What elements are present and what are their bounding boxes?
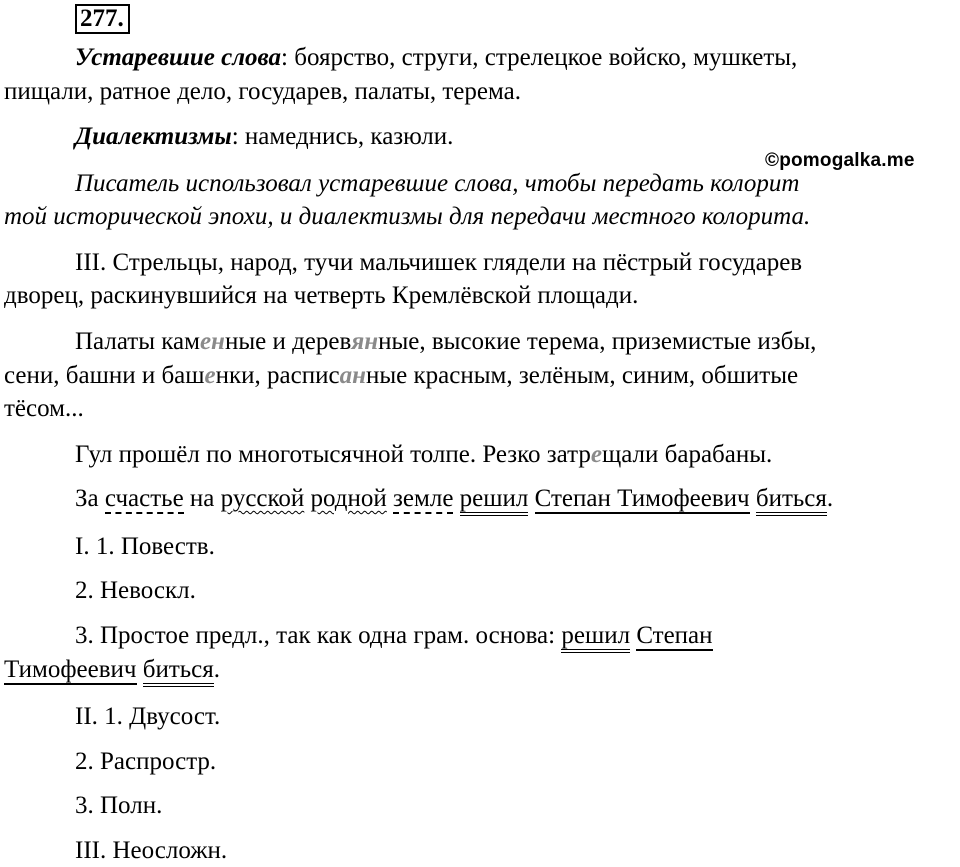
highlighted-letters: ан: [339, 362, 366, 389]
word-predicate: биться: [143, 656, 214, 687]
highlighted-letters: е: [204, 362, 216, 389]
text-fragment: ные красным, зелёным, синим, обшитые: [365, 362, 799, 389]
analysis-item-cont: [4, 654, 956, 686]
paragraph-dialectisms: [4, 121, 956, 153]
period: .: [213, 656, 221, 683]
explanation-line2: той исторической эпохи, и диалектизмы для передачи местного колорита.: [4, 203, 811, 230]
word-attribute: родной: [310, 485, 387, 512]
word: на: [189, 485, 215, 512]
term-dialectisms: Диалектизмы: [75, 123, 232, 150]
highlighted-letters: ян: [351, 328, 379, 355]
watermark: ©pomogalka.me: [765, 150, 915, 171]
text-fragment: Палаты кам: [75, 328, 200, 355]
text-fragment: ные и дерев: [224, 328, 352, 355]
dialectisms-list: : намеднись, казюли.: [231, 123, 454, 150]
term-archaisms: Устаревшие слова: [75, 44, 282, 71]
text-fragment: 3. Простое предл., так как одна грам. основа:: [75, 622, 562, 649]
exercise-number: 277.: [75, 4, 130, 34]
highlighted-letters: е: [590, 441, 602, 468]
word-subject: Степан Тимофеевич: [534, 485, 750, 512]
word-attribute: русской: [220, 485, 305, 512]
analysis-item: 2. Невоскл.: [75, 577, 196, 604]
archaisms-list-line2: пищали, ратное дело, государев, палаты, терема.: [4, 78, 521, 105]
analysis-item: III. Неосложн.: [75, 837, 228, 864]
text-fragment: нки, распис: [215, 362, 340, 389]
word: За: [75, 485, 99, 512]
word-predicate: биться: [756, 485, 827, 516]
text-fragment: сени, башни и баш: [4, 362, 205, 389]
analysis-item: [4, 620, 956, 652]
word-predicate: решил: [561, 622, 630, 653]
period: .: [826, 485, 834, 512]
text-line2: дворец, раскинувшийся на четверть Кремлёвской площади.: [4, 282, 639, 309]
drums-sentence: [4, 439, 956, 471]
word-subject: Тимофеевич: [4, 656, 137, 683]
paragraph-archaisms: [4, 42, 956, 74]
archaisms-list-line1: : боярство, струги, стрелецкое войско, мушкеты,: [281, 44, 798, 71]
parsed-sentence: [4, 483, 956, 515]
analysis-item: I. 1. Повеств.: [75, 533, 215, 560]
text-fragment: щали барабаны.: [601, 441, 773, 468]
spelling-sentence-line1: [4, 326, 956, 358]
explanation-line1: Писатель использовал устаревшие слова, чтобы передать колорит: [75, 170, 800, 197]
word-predicate: решил: [460, 485, 529, 516]
analysis-item: II. 1. Двусост.: [75, 703, 221, 730]
text-fragment: ные, высокие терема, приземистые избы,: [378, 328, 817, 355]
text-fragment: Гул прошёл по многотысячной толпе. Резко затр: [75, 441, 591, 468]
text-line1: III. Стрельцы, народ, тучи мальчишек глядели на пёстрый государев: [75, 249, 803, 276]
highlighted-letters: ен: [199, 328, 225, 355]
analysis-item: 3. Полн.: [75, 792, 163, 819]
analysis-item: 2. Распростр.: [75, 748, 217, 775]
spelling-sentence-line3: тёсом...: [4, 395, 84, 422]
word-object: счастье: [104, 485, 184, 512]
word-subject: Степан: [636, 622, 713, 649]
word-adverbial: земле: [393, 485, 454, 512]
spelling-sentence-line2: [4, 360, 956, 392]
